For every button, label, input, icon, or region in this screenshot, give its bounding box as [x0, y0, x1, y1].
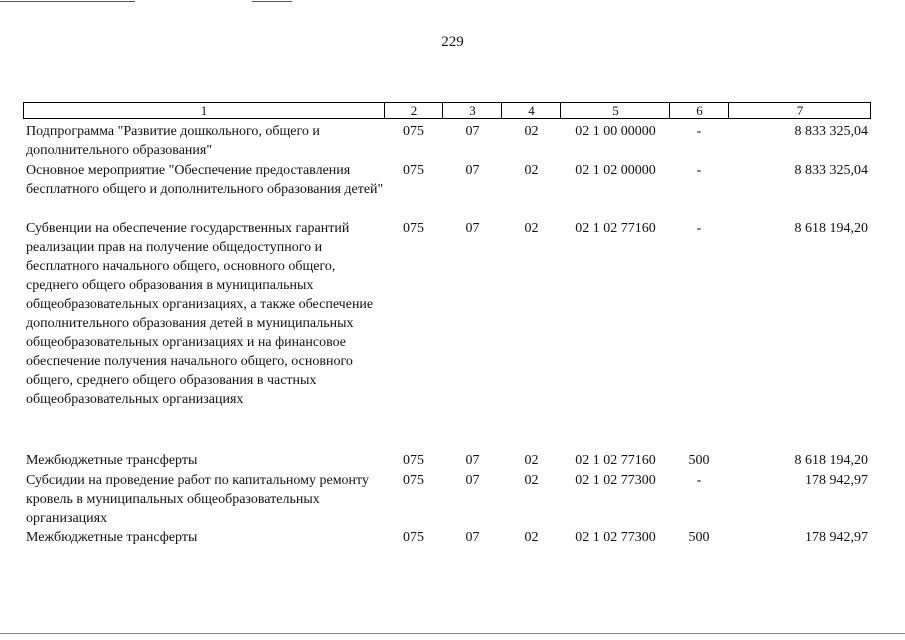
- row-col-5: 02 1 00 00000: [575, 124, 656, 139]
- row-col-6: -: [696, 473, 702, 488]
- row-col-5: 02 1 02 77300: [575, 530, 656, 545]
- row-col-4: 02: [524, 163, 539, 178]
- header-col-3: 3: [442, 103, 502, 118]
- row-col-6: -: [696, 124, 702, 139]
- header-col-2: 2: [384, 103, 443, 118]
- row-name: Субвенции на обеспечение государственных гарантий реализации прав на получение общедоступного и бесплатного начального общего, основного общего, среднего общего образования в муниципальных общеобразовательных организациях, а также обеспечение дополнительного образования детей в муниципальных общеобразовательных организациях и на финансовое обеспечение получения начального общего, основного общего, среднего общего образования в частных общеобразовательных организациях: [26, 221, 374, 407]
- scan-line-bottom: [0, 633, 905, 634]
- row-col-4: 02: [524, 221, 539, 236]
- header-col-4: 4: [501, 103, 561, 118]
- row-col-6: -: [696, 163, 702, 178]
- header-col-7: 7: [728, 103, 871, 118]
- row-col-7: 8 618 194,20: [794, 453, 868, 468]
- row-col-5: 02 1 02 77160: [575, 221, 656, 236]
- row-col-5: 02 1 02 00000: [575, 163, 656, 178]
- row-col-7: 8 618 194,20: [794, 221, 868, 236]
- scan-line-top-left: [0, 1, 135, 2]
- row-col-3: 07: [465, 473, 480, 488]
- row-col-4: 02: [524, 453, 539, 468]
- row-col-3: 07: [465, 221, 480, 236]
- table-header: [23, 102, 871, 119]
- scan-line-top-right: [252, 1, 292, 2]
- row-name: Субсидии на проведение работ по капитальному ремонту кровель в муниципальных общеобразовательных организациях: [26, 473, 369, 526]
- row-col-3: 07: [465, 453, 480, 468]
- row-name: Подпрограмма "Развитие дошкольного, общего и дополнительного образования": [26, 124, 320, 158]
- row-col-4: 02: [524, 473, 539, 488]
- row-col-5: 02 1 02 77160: [575, 453, 656, 468]
- row-col-3: 07: [465, 163, 480, 178]
- row-col-3: 07: [465, 530, 480, 545]
- header-col-5: 5: [560, 103, 670, 118]
- row-col-4: 02: [524, 124, 539, 139]
- row-col-7: 178 942,97: [805, 473, 868, 488]
- row-col-6: 500: [688, 530, 710, 545]
- row-col-2: 075: [403, 124, 424, 139]
- row-col-2: 075: [403, 473, 424, 488]
- row-col-5: 02 1 02 77300: [575, 473, 656, 488]
- row-col-7: 178 942,97: [805, 530, 868, 545]
- row-col-7: 8 833 325,04: [794, 124, 868, 139]
- row-col-4: 02: [524, 530, 539, 545]
- header-col-1: 1: [200, 103, 208, 118]
- row-col-2: 075: [403, 221, 424, 236]
- header-col-6: 6: [669, 103, 729, 118]
- row-col-7: 8 833 325,04: [794, 163, 868, 178]
- row-col-2: 075: [403, 163, 424, 178]
- row-col-2: 075: [403, 453, 424, 468]
- row-name: Межбюджетные трансферты: [26, 530, 198, 545]
- row-col-3: 07: [465, 124, 480, 139]
- row-col-6: -: [696, 221, 702, 236]
- row-col-2: 075: [403, 530, 424, 545]
- row-name: Основное мероприятие "Обеспечение предоставления бесплатного общего и дополнительного образования детей": [26, 163, 384, 197]
- row-name: Межбюджетные трансферты: [26, 453, 198, 468]
- page-number: 229: [441, 34, 464, 50]
- row-col-6: 500: [688, 453, 710, 468]
